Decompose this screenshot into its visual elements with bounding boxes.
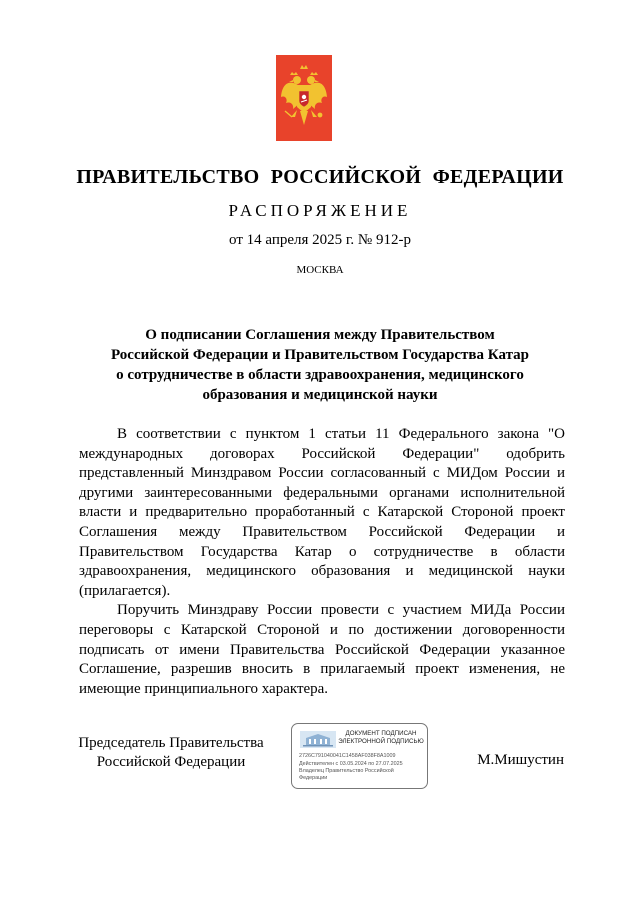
signer-title-line: Российской Федерации bbox=[96, 753, 246, 770]
body-paragraph: Поручить Минздраву России провести с участием МИДа России переговоры с Катарской Стороной и по достижении договоренности подписать от имени Правительства Российской Федерации указанное Соглашение, разрешив вносить в прилагаемый проект изменения, не имеющие принципиального характера. bbox=[79, 602, 565, 697]
document-date-number: от 14 апреля 2025 г. № 912-р bbox=[229, 232, 411, 248]
russian-coat-of-arms-icon bbox=[276, 55, 332, 141]
building-icon bbox=[300, 731, 336, 748]
signer-title bbox=[74, 734, 268, 771]
subject-line: Российской Федерации и Правительством Государства Катар bbox=[111, 347, 529, 363]
coat-of-arms-emblem bbox=[276, 55, 332, 141]
subject-line: о сотрудничестве в области здравоохранения, медицинского bbox=[116, 367, 524, 383]
body-paragraph: В соответствии с пунктом 1 статьи 11 Федерального закона "О международных договорах Российской Федерации" одобрить представленный Минздравом России согласованный с МИДом России и другими заинтересованными федеральными органами исполнительной власти и предварительно проработанный с Катарской Стороной проект Соглашения между Правительством Российской Федерации и Правительством Государства Катар о сотрудничестве в области здравоохранения, медицинского образования и медицинской науки (прилагается). bbox=[79, 426, 565, 599]
electronic-signature-stamp bbox=[291, 723, 428, 789]
document-type: РАСПОРЯЖЕНИЕ bbox=[228, 201, 412, 220]
signer-title-line: Председатель Правительства bbox=[78, 735, 264, 751]
esign-certificate: 2726C791040041C1458AF038F8A1009 bbox=[299, 753, 396, 759]
document-city: МОСКВА bbox=[296, 264, 344, 276]
esign-heading bbox=[338, 730, 424, 746]
subject-line: образования и медицинской науки bbox=[202, 387, 438, 403]
esign-heading-line: ЭЛЕКТРОННОЙ ПОДПИСЬЮ bbox=[338, 738, 424, 745]
subject-line: О подписании Соглашения между Правительством bbox=[145, 327, 495, 343]
document-subject bbox=[80, 325, 560, 405]
government-title: ПРАВИТЕЛЬСТВО РОССИЙСКОЙ ФЕДЕРАЦИИ bbox=[76, 166, 564, 188]
document-body bbox=[79, 425, 565, 699]
esign-heading-line: ДОКУМЕНТ ПОДПИСАН bbox=[345, 730, 417, 737]
signer-name: М.Мишустин bbox=[477, 752, 564, 768]
esign-owner-line: Федерации bbox=[299, 775, 328, 781]
esign-validity: Действителен с 03.05.2024 по 27.07.2025 bbox=[299, 761, 403, 767]
esign-owner-line: Владелец Правительство Российской bbox=[299, 768, 394, 774]
